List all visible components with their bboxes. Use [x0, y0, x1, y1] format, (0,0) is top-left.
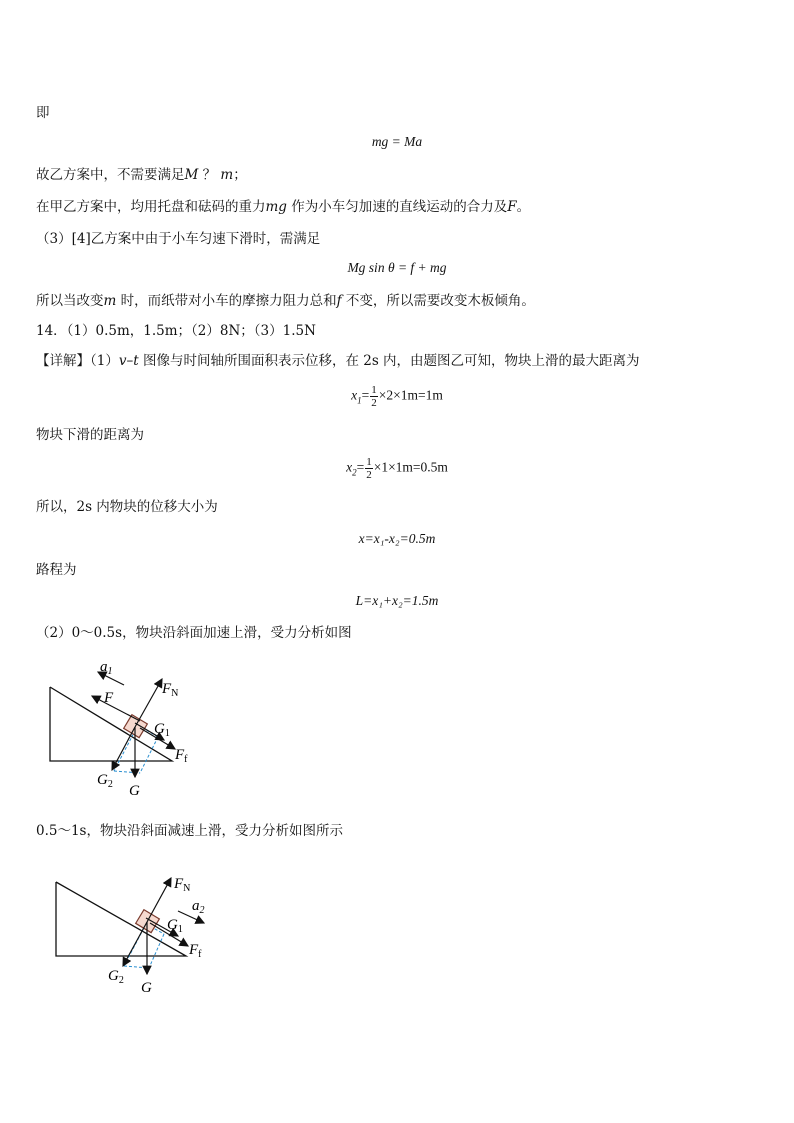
symbol-f: f: [336, 293, 342, 309]
text-seg: 不变，所以需要改变木板倾角。: [341, 293, 535, 309]
dashed-line: [124, 966, 149, 968]
label-a1: $a_1$: [100, 659, 113, 677]
symbol-m: m: [220, 167, 234, 183]
text-line-part3: （3）[4]乙方案中由于小车匀速下滑时，需满足: [36, 231, 321, 247]
label-G: G: [141, 980, 152, 996]
fraction: [365, 456, 373, 481]
text-line-no-need-condition: [36, 166, 247, 184]
text-line-jia-yi-scheme: [36, 198, 530, 216]
symbol-eq: =: [356, 459, 365, 475]
equation-mg-sin: Mg sin θ = f + mg: [347, 260, 447, 275]
text-line-decelerating: 0.5～1s，物块沿斜面减速上滑，受力分析如图所示: [36, 823, 343, 839]
label-G: G: [129, 783, 140, 799]
text-seg: 图像与时间轴所围面积表示位移，在 2s 内，由题图乙可知，物块上滑的最大距离为: [138, 353, 640, 369]
text-seg: 时，而纸带对小车的摩擦力阻力总和: [116, 293, 337, 309]
symbol-sub: 2: [352, 467, 357, 478]
symbol-M: M: [184, 167, 199, 183]
text-seg: 【详解】（1）: [36, 353, 119, 369]
symbol-eq: =: [361, 387, 370, 403]
text-seg: 作为小车匀加速的直线运动的合力及: [286, 199, 508, 215]
symbol-F: F: [507, 199, 517, 215]
force-diagram-decelerating: [46, 866, 221, 1001]
symbol-dash: –: [126, 353, 134, 369]
fraction-numerator: 1: [366, 456, 372, 468]
label-G1: $G_1$: [154, 721, 170, 739]
fraction: [370, 384, 378, 409]
fraction-denominator: 2: [366, 469, 372, 481]
text-line-slide-down: 物块下滑的距离为: [36, 427, 144, 443]
symbol-mg: mg: [265, 199, 287, 215]
normal-force-arrow: [147, 878, 171, 922]
label-FN: $F_N$: [162, 681, 179, 699]
label-Ff: $F_f$: [189, 942, 202, 960]
text-seg: 故乙方案中，不需要满足: [36, 167, 185, 183]
answer-line-14: 14．（1）0.5m，1.5m；（2）8N；（3）1.5N: [36, 323, 316, 339]
symbol-x: x: [351, 387, 358, 403]
symbol-x: x: [346, 459, 353, 475]
text-seg: 。: [516, 199, 531, 215]
equation-x: x=x₁-x₂=0.5m: [358, 531, 436, 546]
text-seg: 所以当改变: [36, 293, 104, 309]
label-Ff: $F_f$: [175, 747, 188, 765]
text-line-detail-1: [36, 352, 640, 370]
equation-x1: [0, 384, 794, 409]
dashed-line: [140, 737, 158, 773]
symbol-compare: ？: [198, 167, 221, 183]
fraction-numerator: 1: [371, 384, 377, 396]
fraction-denominator: 2: [371, 397, 377, 409]
text-line-path: 路程为: [36, 562, 77, 578]
symbol-m: m: [103, 293, 117, 309]
g2-arrow: [123, 922, 147, 966]
force-diagram-accelerating: [40, 655, 210, 800]
label-a2: $a_2$: [192, 898, 205, 916]
text-line-part2: （2）0～0.5s，物块沿斜面加速上滑，受力分析如图: [36, 625, 352, 641]
text-seg: ；: [233, 167, 247, 183]
normal-force-arrow: [135, 679, 162, 727]
symbol-t: t: [133, 353, 139, 369]
label-FN: $F_N$: [174, 876, 191, 894]
label-G2: $G_2$: [97, 772, 113, 790]
symbol-sub: 1: [357, 395, 362, 406]
text-line-displacement: 所以，2s 内物块的位移大小为: [36, 499, 218, 515]
text-line-ji: 即: [36, 105, 50, 121]
symbol-v: v: [118, 353, 127, 369]
text-seg: ×2×1m=1m: [378, 387, 443, 403]
text-seg: 在甲乙方案中，均用托盘和砝码的重力: [36, 199, 266, 215]
text-seg: ×1×1m=0.5m: [373, 459, 448, 475]
label-G1: $G_1$: [167, 917, 183, 935]
dashed-line: [114, 771, 140, 773]
equation-x2: [0, 456, 794, 481]
equation-mg-ma: mg = Ma: [371, 134, 423, 149]
g2-arrow: [112, 727, 135, 770]
text-line-change-angle: [36, 292, 535, 310]
label-F: F: [104, 690, 114, 706]
label-G2: $G_2$: [108, 968, 124, 986]
equation-L: L=x₁+x₂=1.5m: [355, 593, 439, 608]
